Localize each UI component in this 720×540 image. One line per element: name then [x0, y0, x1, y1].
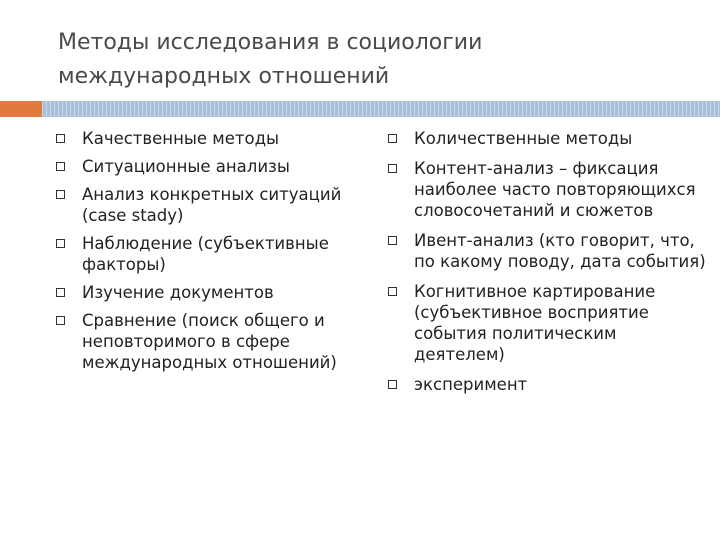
square-bullet-icon: [56, 239, 65, 248]
list-item: [388, 128, 708, 149]
list-item-text: Изучение документов: [82, 283, 274, 302]
square-bullet-icon: [388, 287, 397, 296]
list-item-text: Качественные методы: [82, 129, 280, 148]
right-bullet-list: [388, 128, 708, 404]
square-bullet-icon: [56, 316, 65, 325]
list-item-text: Когнитивное картирование (субъективное восприятие события политическим деятелем): [414, 282, 656, 364]
accent-bar-blue: [42, 101, 720, 117]
list-item: [56, 184, 356, 226]
list-item-text: Контент-анализ – фиксация наиболее часто повторяющихся словосочетаний и сюжетов: [414, 159, 696, 220]
square-bullet-icon: [388, 380, 397, 389]
square-bullet-icon: [56, 162, 65, 171]
list-item-text: Ивент-анализ (кто говорит, что, по какому поводу, дата события): [414, 231, 706, 271]
slide-title: Методы исследования в социологии международных отношений: [58, 30, 483, 89]
list-item: [388, 374, 708, 395]
list-item: [388, 230, 708, 272]
list-item: [56, 233, 356, 275]
square-bullet-icon: [56, 288, 65, 297]
accent-bar-orange: [0, 101, 42, 117]
list-item-text: Ситуационные анализы: [82, 157, 290, 176]
square-bullet-icon: [56, 190, 65, 199]
square-bullet-icon: [388, 236, 397, 245]
list-item-text: Наблюдение (субъективные факторы): [82, 234, 329, 274]
list-item: [56, 310, 356, 373]
square-bullet-icon: [388, 134, 397, 143]
square-bullet-icon: [56, 134, 65, 143]
list-item: [56, 282, 356, 303]
list-item: [56, 156, 356, 177]
list-item-text: эксперимент: [414, 375, 528, 394]
list-item-text: Анализ конкретных ситуаций (case stady): [82, 185, 342, 225]
square-bullet-icon: [388, 164, 397, 173]
list-item-text: Сравнение (поиск общего и неповторимого в сфере международных отношений): [82, 311, 337, 372]
list-item: [56, 128, 356, 149]
list-item-text: Количественные методы: [414, 129, 633, 148]
list-item: [388, 158, 708, 221]
left-bullet-list: [56, 128, 356, 380]
list-item: [388, 281, 708, 365]
